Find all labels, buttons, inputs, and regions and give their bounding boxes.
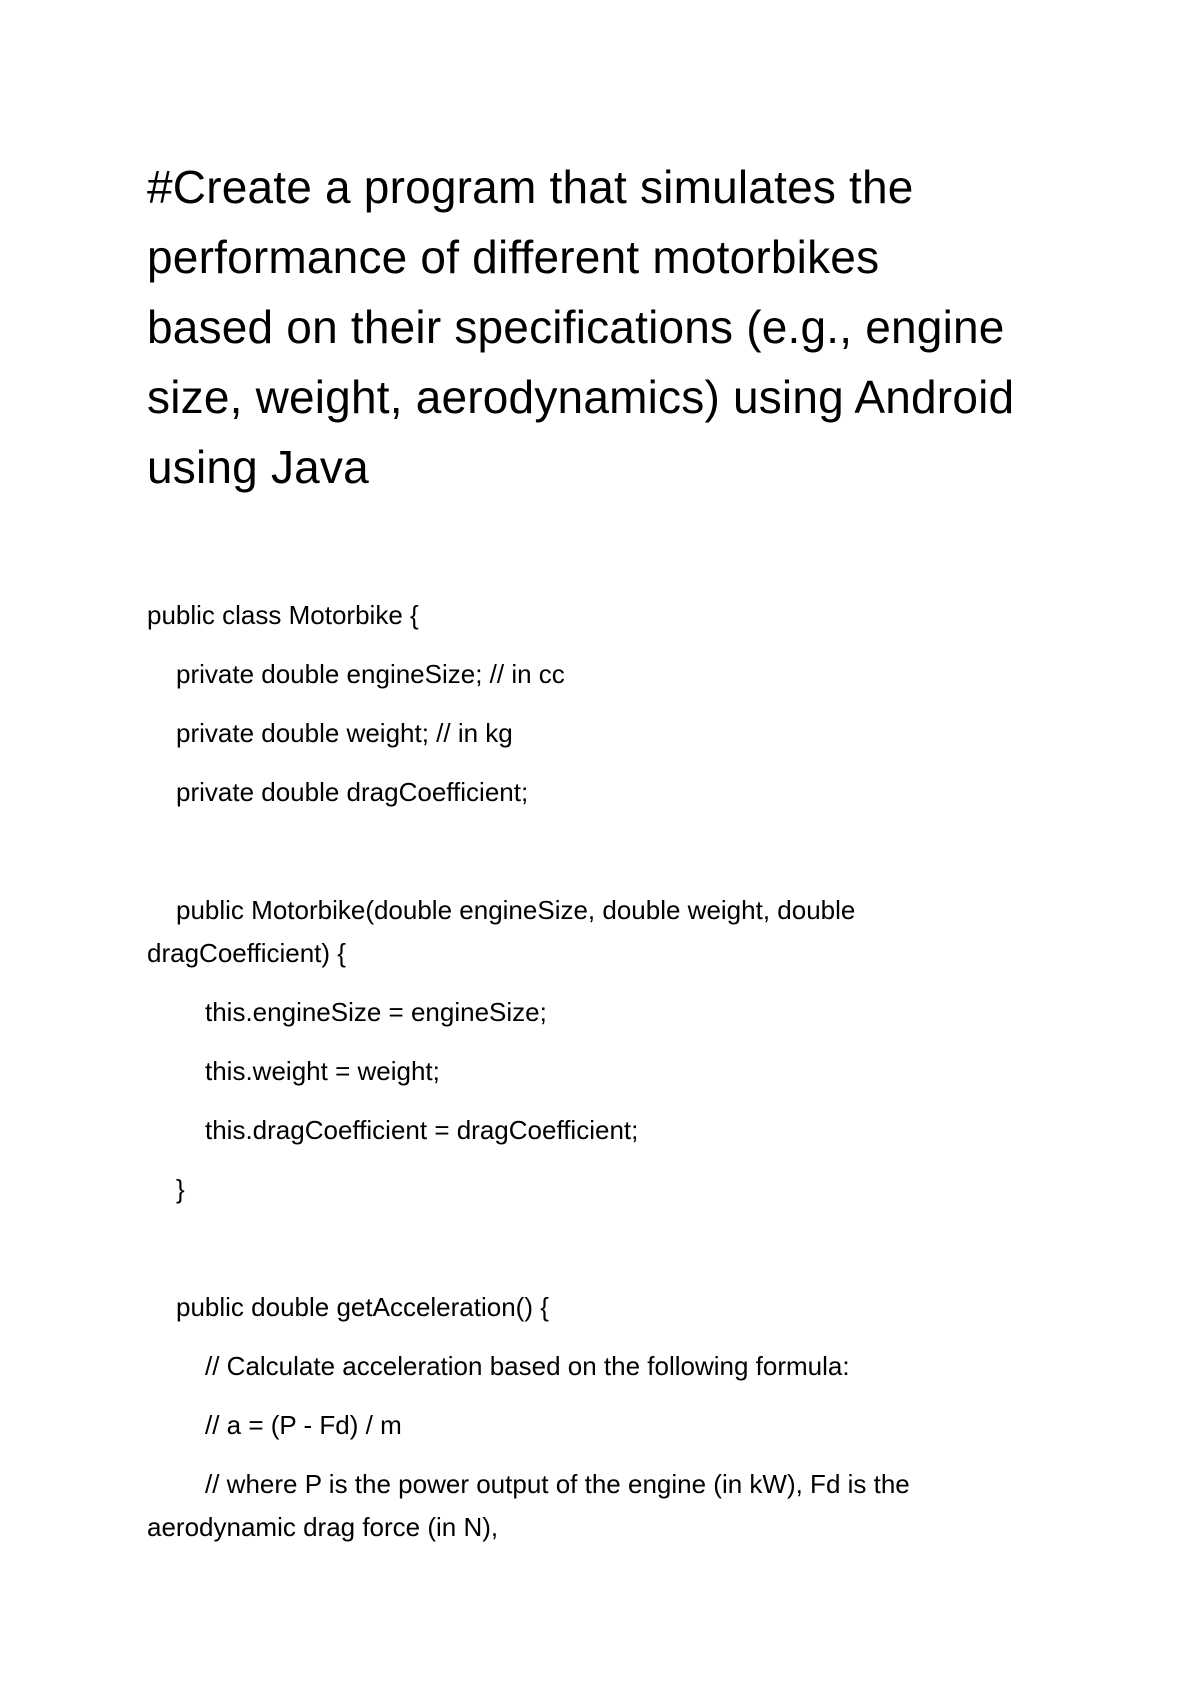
title-line: using Java	[147, 441, 369, 493]
code-line-comment-where: // where P is the power output of the engine (in kW), Fd is the	[205, 1469, 910, 1499]
title-line: based on their specifications (e.g., engine	[147, 301, 1005, 353]
code-line-closing-brace: }	[176, 1174, 185, 1204]
code-line-assign-drag-coefficient: this.dragCoefficient = dragCoefficient;	[205, 1115, 639, 1145]
code-line-assign-engine-size: this.engineSize = engineSize;	[205, 997, 547, 1027]
title-line: #Create a program that simulates the	[147, 161, 914, 213]
title-line: performance of different motorbikes	[147, 231, 880, 283]
code-line-field-weight: private double weight; // in kg	[176, 718, 513, 748]
code-line-method-signature: public double getAcceleration() {	[176, 1292, 549, 1322]
title-line: size, weight, aerodynamics) using Android	[147, 371, 1015, 423]
code-line-assign-weight: this.weight = weight;	[205, 1056, 440, 1086]
code-line-comment-formula: // a = (P - Fd) / m	[205, 1410, 402, 1440]
code-line-field-engine-size: private double engineSize; // in cc	[176, 659, 565, 689]
code-line-comment-formula-intro: // Calculate acceleration based on the following formula:	[205, 1351, 850, 1381]
code-line-comment-where-cont: aerodynamic drag force (in N),	[147, 1512, 499, 1542]
code-line-constructor-signature-cont: dragCoefficient) {	[147, 938, 346, 968]
code-line-field-drag-coefficient: private double dragCoefficient;	[176, 777, 529, 807]
code-line-class-declaration: public class Motorbike {	[147, 600, 419, 630]
code-line-constructor-signature: public Motorbike(double engineSize, double weight, double	[176, 895, 856, 925]
document-title	[147, 152, 1067, 502]
